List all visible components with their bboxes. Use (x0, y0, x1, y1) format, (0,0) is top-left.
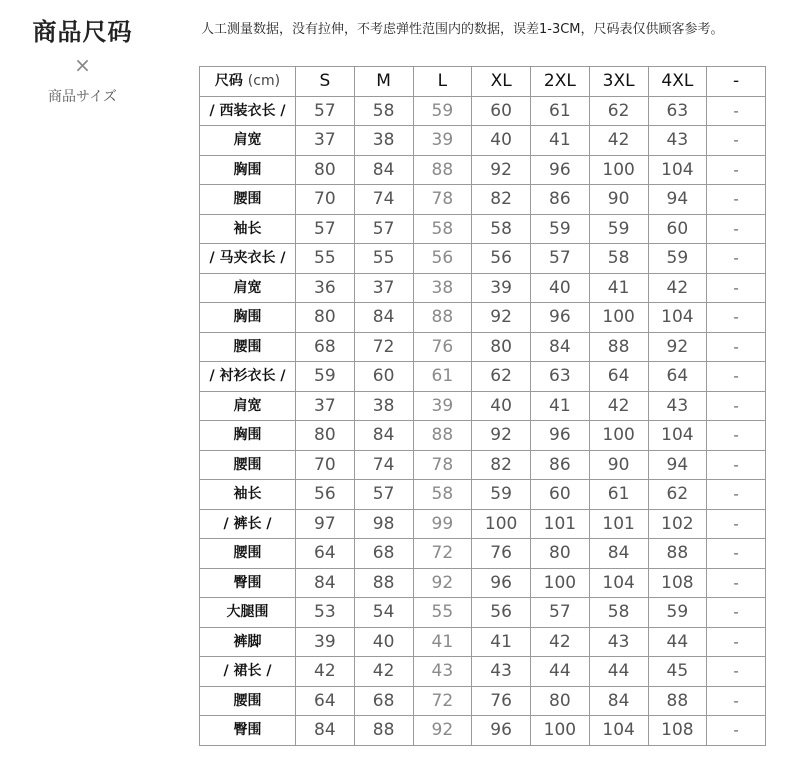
table-cell: - (707, 686, 766, 716)
table-cell: - (707, 155, 766, 185)
table-cell: 57 (296, 96, 355, 126)
table-cell: - (707, 539, 766, 569)
size-header: XL (472, 67, 531, 97)
table-cell: 80 (531, 686, 590, 716)
table-cell: 88 (648, 539, 707, 569)
table-cell: - (707, 391, 766, 421)
table-cell: 88 (413, 421, 472, 451)
table-cell: 74 (354, 450, 413, 480)
table-cell: - (707, 421, 766, 451)
table-cell: 61 (413, 362, 472, 392)
table-cell: 104 (589, 716, 648, 746)
table-cell: 42 (296, 657, 355, 687)
table-cell: 96 (531, 303, 590, 333)
table-cell: 100 (531, 568, 590, 598)
table-cell: 40 (472, 126, 531, 156)
table-cell: 104 (589, 568, 648, 598)
table-cell: 108 (648, 568, 707, 598)
table-cell: 64 (296, 686, 355, 716)
table-cell: 92 (413, 716, 472, 746)
table-cell: - (707, 303, 766, 333)
table-cell: 60 (472, 96, 531, 126)
page-subtitle: 商品サイズ (48, 89, 117, 105)
table-row (200, 568, 766, 598)
row-label: 臀围 (200, 716, 296, 746)
table-cell: 99 (413, 509, 472, 539)
header-row (200, 67, 766, 97)
table-cell: 41 (531, 126, 590, 156)
table-cell: 96 (531, 421, 590, 451)
table-cell: 55 (413, 598, 472, 628)
table-cell: 43 (648, 391, 707, 421)
table-cell: 42 (354, 657, 413, 687)
row-label: 腰围 (200, 450, 296, 480)
table-cell: 42 (589, 126, 648, 156)
table-cell: 38 (354, 126, 413, 156)
table-cell: - (707, 96, 766, 126)
table-cell: - (707, 214, 766, 244)
table-body (200, 96, 766, 745)
table-cell: 44 (648, 627, 707, 657)
table-cell: 44 (531, 657, 590, 687)
table-row (200, 185, 766, 215)
table-row (200, 686, 766, 716)
row-label: 臀围 (200, 568, 296, 598)
table-cell: 76 (472, 686, 531, 716)
table-cell: 43 (472, 657, 531, 687)
table-cell: 80 (472, 332, 531, 362)
table-cell: 57 (531, 244, 590, 274)
row-label: 胸围 (200, 155, 296, 185)
table-cell: - (707, 480, 766, 510)
cross-icon: × (74, 53, 91, 77)
table-row (200, 480, 766, 510)
table-cell: 57 (354, 214, 413, 244)
size-header: M (354, 67, 413, 97)
table-row (200, 421, 766, 451)
table-cell: 84 (354, 155, 413, 185)
table-cell: 39 (472, 273, 531, 303)
table-cell: 104 (648, 155, 707, 185)
table-cell: 104 (648, 421, 707, 451)
corner-label: 尺码 (214, 73, 243, 90)
table-cell: - (707, 450, 766, 480)
table-cell: 59 (531, 214, 590, 244)
corner-unit: (cm) (247, 73, 281, 90)
table-cell: 78 (413, 185, 472, 215)
table-cell: 78 (413, 450, 472, 480)
measurement-notice: 人工测量数据，没有拉伸，不考虑弹性范围内的数据，误差1-3CM，尺码表仅供顾客参考。 (201, 22, 724, 37)
table-row (200, 627, 766, 657)
table-cell: 43 (589, 627, 648, 657)
table-cell: 58 (354, 96, 413, 126)
table-cell: 61 (589, 480, 648, 510)
table-cell: 84 (296, 716, 355, 746)
table-cell: 74 (354, 185, 413, 215)
table-cell: - (707, 716, 766, 746)
table-cell: 60 (531, 480, 590, 510)
table-cell: 42 (589, 391, 648, 421)
table-cell: 72 (413, 539, 472, 569)
table-cell: 37 (354, 273, 413, 303)
table-cell: 38 (413, 273, 472, 303)
row-label: 袖长 (200, 214, 296, 244)
table-cell: 80 (296, 303, 355, 333)
table-cell: 54 (354, 598, 413, 628)
table-cell: 101 (589, 509, 648, 539)
table-cell: 40 (472, 391, 531, 421)
table-cell: 61 (531, 96, 590, 126)
table-cell: 100 (531, 716, 590, 746)
table-cell: 59 (296, 362, 355, 392)
table-cell: 57 (531, 598, 590, 628)
table-cell: 96 (531, 155, 590, 185)
table-cell: 57 (354, 480, 413, 510)
table-cell: 63 (531, 362, 590, 392)
table-cell: 86 (531, 450, 590, 480)
table-cell: 58 (472, 214, 531, 244)
table-row (200, 391, 766, 421)
table-cell: 92 (472, 421, 531, 451)
table-cell: 36 (296, 273, 355, 303)
table-cell: - (707, 568, 766, 598)
size-header: 3XL (589, 67, 648, 97)
table-cell: 84 (589, 686, 648, 716)
row-label: 腰围 (200, 332, 296, 362)
table-cell: 92 (648, 332, 707, 362)
table-row (200, 657, 766, 687)
table-cell: 59 (413, 96, 472, 126)
corner-header (200, 67, 296, 97)
table-cell: 41 (589, 273, 648, 303)
row-label: 肩宽 (200, 391, 296, 421)
table-cell: 102 (648, 509, 707, 539)
size-chart-table (199, 66, 766, 746)
table-row (200, 96, 766, 126)
table-cell: - (707, 185, 766, 215)
table-cell: 55 (296, 244, 355, 274)
row-label: / 马夹衣长 / (200, 244, 296, 274)
row-label: 肩宽 (200, 273, 296, 303)
table-cell: 56 (472, 598, 531, 628)
table-cell: 64 (648, 362, 707, 392)
table-row (200, 244, 766, 274)
table-row (200, 155, 766, 185)
row-label: 胸围 (200, 303, 296, 333)
table-cell: 64 (589, 362, 648, 392)
row-label: / 西装衣长 / (200, 96, 296, 126)
size-header: L (413, 67, 472, 97)
table-cell: 45 (648, 657, 707, 687)
table-cell: 59 (589, 214, 648, 244)
table-cell: 58 (589, 244, 648, 274)
row-label: / 裤长 / (200, 509, 296, 539)
table-cell: 86 (531, 185, 590, 215)
row-label: 肩宽 (200, 126, 296, 156)
table-row (200, 273, 766, 303)
table-cell: 90 (589, 185, 648, 215)
table-row (200, 214, 766, 244)
table-cell: 88 (413, 303, 472, 333)
table-cell: 38 (354, 391, 413, 421)
table-cell: 39 (413, 126, 472, 156)
table-cell: 60 (354, 362, 413, 392)
table-cell: 37 (296, 126, 355, 156)
row-label: 腰围 (200, 185, 296, 215)
table-cell: - (707, 657, 766, 687)
table-cell: 88 (413, 155, 472, 185)
table-cell: 94 (648, 185, 707, 215)
table-cell: 39 (413, 391, 472, 421)
table-cell: - (707, 598, 766, 628)
table-cell: 43 (413, 657, 472, 687)
table-cell: 40 (354, 627, 413, 657)
table-cell: - (707, 362, 766, 392)
table-cell: 96 (472, 716, 531, 746)
table-cell: 94 (648, 450, 707, 480)
row-label: 大腿围 (200, 598, 296, 628)
table-cell: 43 (648, 126, 707, 156)
table-cell: 63 (648, 96, 707, 126)
size-header: 2XL (531, 67, 590, 97)
row-label: 裤脚 (200, 627, 296, 657)
table-cell: 70 (296, 450, 355, 480)
table-cell: 59 (648, 598, 707, 628)
table-cell: 84 (531, 332, 590, 362)
table-row (200, 362, 766, 392)
table-cell: 84 (589, 539, 648, 569)
table-row (200, 303, 766, 333)
table-cell: 68 (354, 539, 413, 569)
table-cell: 72 (413, 686, 472, 716)
table-cell: 68 (296, 332, 355, 362)
table-cell: - (707, 627, 766, 657)
table-cell: 58 (413, 214, 472, 244)
table-row (200, 126, 766, 156)
table-cell: 84 (354, 421, 413, 451)
table-cell: 58 (413, 480, 472, 510)
table-cell: 96 (472, 568, 531, 598)
table-cell: 76 (472, 539, 531, 569)
table-cell: 97 (296, 509, 355, 539)
row-label: 胸围 (200, 421, 296, 451)
row-label: / 衬衫衣长 / (200, 362, 296, 392)
table-cell: 37 (296, 391, 355, 421)
table-cell: 80 (531, 539, 590, 569)
table-row (200, 450, 766, 480)
table-cell: 59 (472, 480, 531, 510)
table-cell: 44 (589, 657, 648, 687)
table-cell: 62 (472, 362, 531, 392)
table-cell: 88 (648, 686, 707, 716)
table-cell: 41 (413, 627, 472, 657)
table-cell: 92 (472, 303, 531, 333)
table-cell: 70 (296, 185, 355, 215)
table-cell: 98 (354, 509, 413, 539)
table-cell: 90 (589, 450, 648, 480)
row-label: 腰围 (200, 686, 296, 716)
table-cell: - (707, 332, 766, 362)
size-header: - (707, 67, 766, 97)
table-cell: 88 (354, 568, 413, 598)
table-cell: 92 (413, 568, 472, 598)
table-cell: 82 (472, 185, 531, 215)
table-cell: 53 (296, 598, 355, 628)
table-cell: 100 (589, 155, 648, 185)
table-row (200, 716, 766, 746)
table-cell: 72 (354, 332, 413, 362)
page-title: 商品尺码 (32, 18, 133, 46)
row-label: 腰围 (200, 539, 296, 569)
table-row (200, 598, 766, 628)
table-cell: 56 (296, 480, 355, 510)
table-cell: 88 (589, 332, 648, 362)
size-header: 4XL (648, 67, 707, 97)
table-cell: 40 (531, 273, 590, 303)
table-cell: 84 (354, 303, 413, 333)
size-header: S (296, 67, 355, 97)
table-cell: 92 (472, 155, 531, 185)
table-cell: 88 (354, 716, 413, 746)
table-cell: 41 (472, 627, 531, 657)
table-cell: - (707, 273, 766, 303)
table-cell: 56 (472, 244, 531, 274)
table-cell: 104 (648, 303, 707, 333)
table-cell: 84 (296, 568, 355, 598)
row-label: 袖长 (200, 480, 296, 510)
table-cell: 57 (296, 214, 355, 244)
table-row (200, 539, 766, 569)
table-cell: 39 (296, 627, 355, 657)
table-cell: 62 (648, 480, 707, 510)
table-cell: 42 (648, 273, 707, 303)
table-cell: - (707, 509, 766, 539)
table-cell: 41 (531, 391, 590, 421)
table-cell: 80 (296, 155, 355, 185)
row-label: / 裙长 / (200, 657, 296, 687)
table-cell: 80 (296, 421, 355, 451)
table-cell: 68 (354, 686, 413, 716)
table-cell: 100 (589, 421, 648, 451)
table-cell: 108 (648, 716, 707, 746)
table-cell: 59 (648, 244, 707, 274)
table-cell: 101 (531, 509, 590, 539)
table-cell: - (707, 244, 766, 274)
table-cell: 56 (413, 244, 472, 274)
table-cell: 82 (472, 450, 531, 480)
table-row (200, 509, 766, 539)
table-cell: 42 (531, 627, 590, 657)
table-cell: 100 (589, 303, 648, 333)
table-cell: 100 (472, 509, 531, 539)
table-row (200, 332, 766, 362)
table-cell: 76 (413, 332, 472, 362)
table-cell: 58 (589, 598, 648, 628)
table-cell: 60 (648, 214, 707, 244)
table-cell: 62 (589, 96, 648, 126)
table-cell: 55 (354, 244, 413, 274)
table-cell: - (707, 126, 766, 156)
table-cell: 64 (296, 539, 355, 569)
